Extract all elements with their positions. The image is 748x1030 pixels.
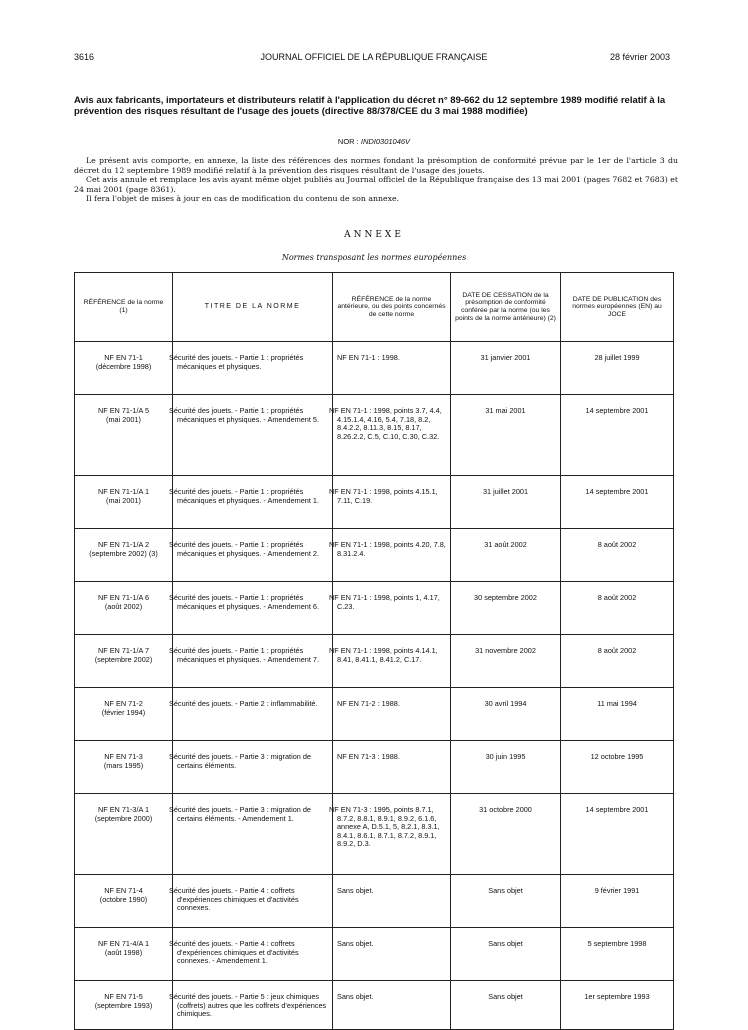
table-row	[75, 476, 674, 529]
cell-ref-anterieure: NF EN 71-1 : 1998, points 4.20, 7.8, 8.31.2.4.	[333, 529, 451, 582]
cell-ref-anterieure: NF EN 71-3 : 1988.	[333, 741, 451, 794]
paragraph: Le présent avis comporte, en annexe, la liste des références des normes fondant la présomption de conformité prévue par le 1er de l'article 3 du décret du 12 septembre 1989 modifié relatif à la prévention des risques résultant de l'usage des jouets.	[74, 156, 678, 175]
cell-date-publication: 8 août 2002	[561, 635, 674, 688]
cell-ref: NF EN 71-1 (décembre 1998)	[75, 342, 173, 395]
cell-titre: Sécurité des jouets. - Partie 2 : inflammabilité.	[173, 688, 333, 741]
cell-titre: Sécurité des jouets. - Partie 1 : propriétés mécaniques et physiques. - Amendement 2.	[173, 529, 333, 582]
table-row	[75, 395, 674, 476]
issue-date: 28 février 2003	[609, 52, 670, 62]
cell-ref: NF EN 71-1/A 6 (août 2002)	[75, 582, 173, 635]
cell-ref: NF EN 71-4/A 1 (août 1998)	[75, 928, 173, 981]
cell-ref: NF EN 71-1/A 7 (septembre 2002)	[75, 635, 173, 688]
cell-date-publication: 28 juillet 1999	[561, 342, 674, 395]
cell-titre: Sécurité des jouets. - Partie 5 : jeux chimiques (coffrets) autres que les coffrets d'expériences chimiques.	[173, 981, 333, 1030]
header-ref: RÉFÉRENCE de la norme (1)	[75, 273, 173, 342]
annexe-subtitle: Normes transposant les normes européennes	[281, 253, 467, 262]
nor-code: INDI0301046V	[360, 137, 411, 146]
cell-titre: Sécurité des jouets. - Partie 4 : coffrets d'expériences chimiques et d'activités connexes. - Amendement 1.	[173, 928, 333, 981]
cell-ref-anterieure: NF EN 71-3 : 1995, points 8.7.1, 8.7.2, 8.8.1, 8.9.1, 8.9.2, 6.1.6, annexe A, D.5.1, 5, 8.2.1, 8.3.1, 8.4.1, 8.6.1, 8.7.1, 8.7.2, 8.9.1, 8.9.2, D.3.	[333, 794, 451, 875]
cell-ref: NF EN 71-3 (mars 1995)	[75, 741, 173, 794]
cell-ref: NF EN 71-1/A 5 (mai 2001)	[75, 395, 173, 476]
cell-titre: Sécurité des jouets. - Partie 1 : propriétés mécaniques et physiques. - Amendement 6.	[173, 582, 333, 635]
cell-titre: Sécurité des jouets. - Partie 4 : coffrets d'expériences chimiques et d'activités connexes.	[173, 875, 333, 928]
cell-date-publication: 11 mai 1994	[561, 688, 674, 741]
cell-date-cessation: Sans objet	[451, 981, 561, 1030]
table-row	[75, 981, 674, 1030]
cell-ref-anterieure: NF EN 71-1 : 1998.	[333, 342, 451, 395]
cell-ref: NF EN 71-4 (octobre 1990)	[75, 875, 173, 928]
header-ref-anterieure: RÉFÉRENCE de la norme antérieure, ou des points concernés de cette norme	[333, 273, 451, 342]
table-row	[75, 635, 674, 688]
cell-titre: Sécurité des jouets. - Partie 1 : propriétés mécaniques et physiques. - Amendement 1.	[173, 476, 333, 529]
page-number: 3616	[74, 52, 95, 62]
cell-date-publication: 9 février 1991	[561, 875, 674, 928]
table-row	[75, 794, 674, 875]
running-header	[0, 52, 748, 66]
cell-date-publication: 14 septembre 2001	[561, 794, 674, 875]
cell-date-cessation: 31 janvier 2001	[451, 342, 561, 395]
table-row	[75, 875, 674, 928]
cell-ref-anterieure: NF EN 71-1 : 1998, points 4.14.1, 8.41, 8.41.1, 8.41.2, C.17.	[333, 635, 451, 688]
cell-ref: NF EN 71-2 (février 1994)	[75, 688, 173, 741]
cell-ref-anterieure: NF EN 71-1 : 1998, points 1, 4.17, C.23.	[333, 582, 451, 635]
cell-date-publication: 12 octobre 1995	[561, 741, 674, 794]
cell-ref-anterieure: Sans objet.	[333, 928, 451, 981]
paragraph: Cet avis annule et remplace les avis ayant même objet publiés au Journal officiel de la République française des 13 mai 2001 (pages 7682 et 7683) et 24 mai 2001 (page 8361).	[74, 175, 678, 194]
cell-titre: Sécurité des jouets. - Partie 1 : propriétés mécaniques et physiques. - Amendement 5.	[173, 395, 333, 476]
cell-titre: Sécurité des jouets. - Partie 1 : propriétés mécaniques et physiques. - Amendement 7.	[173, 635, 333, 688]
cell-date-cessation: 31 août 2002	[451, 529, 561, 582]
annexe-heading: ANNEXE	[344, 230, 404, 240]
cell-date-cessation: 30 juin 1995	[451, 741, 561, 794]
table-row	[75, 741, 674, 794]
cell-titre: Sécurité des jouets. - Partie 1 : propriétés mécaniques et physiques.	[173, 342, 333, 395]
cell-date-cessation: 30 avril 1994	[451, 688, 561, 741]
header-date-publication: DATE DE PUBLICATION des normes européennes (EN) au JOCE	[561, 273, 674, 342]
header-date-cessation: DATE DE CESSATION de la présomption de conformité conférée par la norme (ou les points de la norme antérieure) (2)	[451, 273, 561, 342]
cell-date-cessation: 31 mai 2001	[451, 395, 561, 476]
cell-ref: NF EN 71-1/A 1 (mai 2001)	[75, 476, 173, 529]
cell-date-publication: 8 août 2002	[561, 529, 674, 582]
cell-ref-anterieure: Sans objet.	[333, 875, 451, 928]
table-row	[75, 342, 674, 395]
cell-date-publication: 5 septembre 1998	[561, 928, 674, 981]
cell-date-publication: 1er septembre 1993	[561, 981, 674, 1030]
header-titre: TITRE DE LA NORME	[173, 273, 333, 342]
cell-date-cessation: 31 juillet 2001	[451, 476, 561, 529]
cell-date-publication: 14 septembre 2001	[561, 395, 674, 476]
cell-date-cessation: 30 septembre 2002	[451, 582, 561, 635]
table-header-row	[75, 273, 674, 342]
table-row	[75, 529, 674, 582]
cell-date-cessation: Sans objet	[451, 875, 561, 928]
cell-titre: Sécurité des jouets. - Partie 3 : migration de certains éléments. - Amendement 1.	[173, 794, 333, 875]
cell-ref: NF EN 71-5 (septembre 1993)	[75, 981, 173, 1030]
table-row	[75, 688, 674, 741]
cell-ref-anterieure: Sans objet.	[333, 981, 451, 1030]
nor-reference	[0, 137, 748, 146]
table-row	[75, 582, 674, 635]
cell-titre: Sécurité des jouets. - Partie 3 : migration de certains éléments.	[173, 741, 333, 794]
cell-ref-anterieure: NF EN 71-2 : 1988.	[333, 688, 451, 741]
cell-date-cessation: Sans objet	[451, 928, 561, 981]
cell-ref: NF EN 71-3/A 1 (septembre 2000)	[75, 794, 173, 875]
paragraph: Il fera l'objet de mises à jour en cas de modification du contenu de son annexe.	[86, 194, 400, 204]
cell-ref-anterieure: NF EN 71-1 : 1998, points 3.7, 4.4, 4.15.1.4, 4.16, 5.4, 7.18, 8.2, 8.4.2.2, 8.11.3, 8.15, 8.17, 8.26.2.2, C.5, C.10, C.30, C.32.	[333, 395, 451, 476]
table-row	[75, 928, 674, 981]
standards-table	[74, 272, 674, 1030]
cell-date-cessation: 31 octobre 2000	[451, 794, 561, 875]
cell-ref-anterieure: NF EN 71-1 : 1998, points 4.15.1, 7.11, C.19.	[333, 476, 451, 529]
nor-label: NOR :	[337, 137, 359, 146]
journal-title: JOURNAL OFFICIEL DE LA RÉPUBLIQUE FRANÇAISE	[260, 52, 488, 62]
cell-date-publication: 14 septembre 2001	[561, 476, 674, 529]
cell-ref: NF EN 71-1/A 2 (septembre 2002) (3)	[75, 529, 173, 582]
notice-body	[74, 156, 678, 204]
notice-title: Avis aux fabricants, importateurs et distributeurs relatif à l'application du décret n° 89-662 du 12 septembre 1989 modifié relatif à la prévention des risques résultant de l'usage des jouets (directive 88/378/CEE du 3 mai 1988 modifiée)	[74, 95, 666, 117]
cell-date-cessation: 31 novembre 2002	[451, 635, 561, 688]
cell-date-publication: 8 août 2002	[561, 582, 674, 635]
